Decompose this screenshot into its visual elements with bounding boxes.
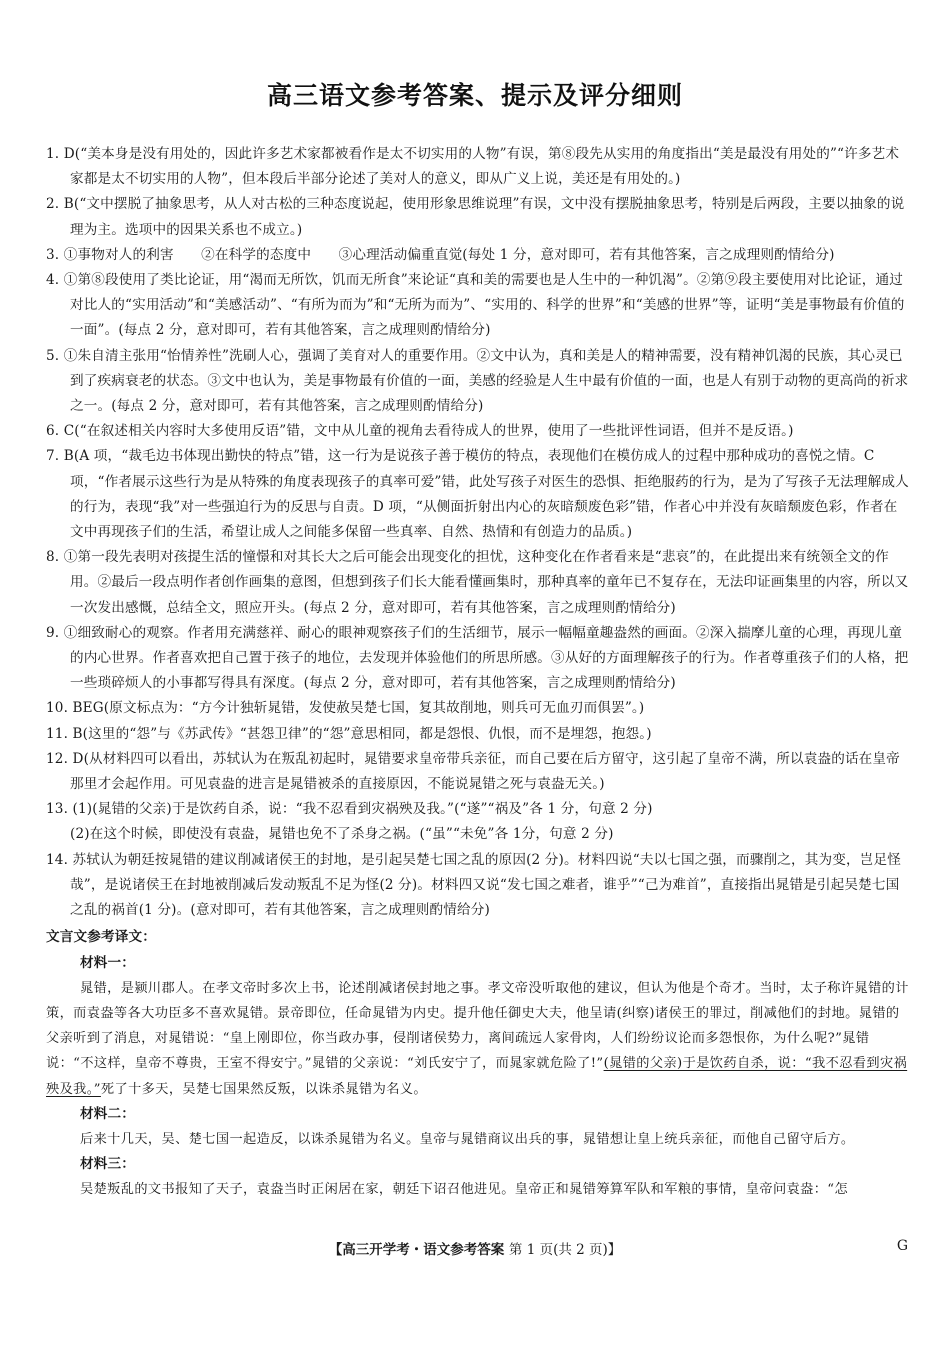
- footer-page-number: 第 1 页(共 2 页)】: [508, 1242, 622, 1258]
- answers-section: [46, 142, 910, 1203]
- answer-14: 14. 苏轼认为朝廷按晁错的建议削减诸侯王的封地，是引起吴楚七国之乱的原因(2 分)。材料四说“夫以七国之强，而骤削之，其为变，岂足怪哉”，是说诸侯王在封地被削减后发动叛乱不足为怪(2 分)。材料四又说“发七国之难者，谁乎”“己为难首”，直接指出晁错是引起吴楚七国之乱的祸首(1 分)。(意对即可，若有其他答案，言之成理则酌情给分): [46, 851, 901, 919]
- page-footer: [0, 1238, 950, 1258]
- footer-label: 【高三开学考・语文参考答案: [328, 1242, 505, 1258]
- material-1-underlined-text: (晁错的父亲)于是饮药自杀，说：“我不忍看到灾祸殃及我。”: [46, 1056, 908, 1097]
- answer-11: 11. B(这里的“怨”与《苏武传》“甚怨卫律”的“怨”意思相同，都是怨恨、仇恨，而不是埋怨，抱怨。): [46, 725, 652, 742]
- page-title: 高三语文参考答案、提示及评分细则: [266, 81, 683, 110]
- translation-heading: 文言文参考译文：: [46, 929, 156, 946]
- material-1-text-a: 晁错，是颍川郡人。在孝文帝时多次上书，论述削减诸侯封地之事。孝文帝没听取他的建议，但认为他是个奇才。当时，太子称许晁错的计策，而袁盎等各大功臣多不喜欢晁错。景帝即位，任命晁错为内史。提升他任御史大夫，他呈请(纠察)诸侯王的罪过，削减他们的封地。晁错的父亲听到了消息，对晁错说：“皇上刚即位，你当政办事，侵削诸侯势力，离间疏远人家骨肉，人们纷纷议论而多怨恨你，为什么呢?”晁错说：“不这样，皇帝不尊贵，王室不得安宁。”晁错的父亲说：“刘氏安宁了，而晁家就危险了!”: [46, 980, 909, 1072]
- answer-12: 12. D(从材料四可以看出，苏轼认为在叛乱初起时，晁错要求皇帝带兵亲征，而自己要在后方留守，这引起了皇帝不满，所以袁盎的话在皇帝那里才会起作用。可见袁盎的进言是晁错被杀的直接原因，不能说晁错之死与袁盎无关。): [46, 750, 900, 793]
- answer-9: 9. ①细致耐心的观察。作者用充满慈祥、耐心的眼神观察孩子们的生活细节，展示一幅幅童趣盎然的画面。②深入揣摩儿童的心理，再现儿童的内心世界。作者喜欢把自己置于孩子的地位，去发现并体验他们的所思所感。③从好的方面理解孩子的行为。作者尊重孩子们的人格，把一些琐碎烦人的小事都写得具有深度。(每点 2 分，意对即可，若有其他答案，言之成理则酌情给分): [46, 624, 909, 692]
- answer-2: 2. B(“文中摆脱了抽象思考，从人对古松的三种态度说起，使用形象思维说理”有误，文中没有摆脱抽象思考，特别是后两段，主要以抽象的说理为主。选项中的因果关系也不成立。): [46, 196, 905, 238]
- answer-13-part-2: (2)在这个时候，即使没有袁盎，晁错也免不了杀身之祸。(“虽”“未免”各 1分，句意 2 分): [70, 826, 614, 843]
- material-1-translation: [46, 976, 910, 1102]
- answer-4: 4. ①第⑧段使用了类比论证，用“渴而无所饮，饥而无所食”来论证“真和美的需要也是人生中的一种饥渴”。②第⑨段主要使用对比论证，通过对比人的“实用活动”和“美感活动”、“有所为而为”和“无所为而为”、“实用的、科学的世界”和“美感的世界”等，证明“美是事物最有价值的一面”。(每点 2 分，意对即可，若有其他答案，言之成理则酌情给分): [46, 272, 905, 339]
- answer-8: 8. ①第一段先表明对孩提生活的憧憬和对其长大之后可能会出现变化的担忧，这种变化在作者看来是“悲哀”的，在此提出来有统领全文的作用。②最后一段点明作者创作画集的意图，但想到孩子们长大能看懂画集时，那种真率的童年已不复存在，无法印证画集里的内容，所以又一次发出感慨，总结全文，照应开头。(每点 2 分，意对即可，若有其他答案，言之成理则酌情给分): [46, 549, 909, 616]
- answer-6: 6. C(“在叙述相关内容时大多使用反语”错，文中从儿童的视角去看待成人的世界，使用了一些批评性词语，但并不是反语。): [46, 423, 794, 440]
- material-3-title: 材料三：: [80, 1156, 135, 1173]
- answer-13-part-1: 13. (1)(晁错的父亲)于是饮药自杀，说：“我不忍看到灾祸殃及我。”(“遂”“祸及”各 1 分，句意 2 分): [46, 801, 653, 818]
- version-code: G: [896, 1238, 908, 1254]
- answer-5: 5. ①朱自清主张用“怡情养性”洗刷人心，强调了美育对人的重要作用。②文中认为，真和美是人的精神需要，没有精神饥渴的民族，其心灵已到了疾病衰老的状态。③文中也认为，美是事物最有价值的一面，美感的经验是人生中最有价值的一面，也是人有别于动物的更高尚的祈求之一。(每点 2 分，意对即可，若有其他答案，言之成理则酌情给分): [46, 347, 909, 415]
- material-1-title: 材料一：: [80, 954, 135, 971]
- material-2-title: 材料二：: [80, 1105, 135, 1122]
- material-3-translation: 吴楚叛乱的文书报知了天子，袁盎当时正闲居在家，朝廷下诏召他进见。皇帝正和晁错筹算军队和军粮的事情，皇帝问袁盎：“怎: [80, 1182, 849, 1198]
- answer-10: 10. BEG(原文标点为：“方今计独斩晁错，发使赦吴楚七国，复其故削地，则兵可无血刃而俱罢”。): [46, 700, 645, 717]
- material-2-translation: 后来十几天，吴、楚七国一起造反，以诛杀晁错为名义。皇帝与晁错商议出兵的事，晁错想让皇上统兵亲征，而他自己留守后方。: [80, 1131, 855, 1147]
- answer-1: 1. D(“美本身是没有用处的，因此许多艺术家都被看作是太不切实用的人物”有误，第⑧段先从实用的角度指出“美是最没有用处的”“许多艺术家都是太不切实用的人物”，但本段后半部分论述了美对人的意义，即从广义上说，美还是有用处的。): [46, 146, 900, 188]
- answer-3: 3. ①事物对人的利害 ②在科学的态度中 ③心理活动偏重直觉(每处 1 分，意对即可，若有其他答案，言之成理则酌情给分): [46, 246, 835, 263]
- answer-7: 7. B(A 项，“裁毛边书体现出勤快的特点”错，这一行为是说孩子善于模仿的特点，表现他们在模仿成人的过程中那种成功的喜悦之情。C 项，“作者展示这些行为是从特殊的角度表现孩子的真率可爱”错，此处写孩子对医生的恐惧、拒绝服药的行为，是为了写孩子无法理解成人的行为，表现“我”对一些强迫行为的反思与自责。D 项，“从侧面折射出内心的灰暗颓废色彩”错，作者心中并没有灰暗颓废色彩，作者在文中再现孩子们的生活，希望让成人之间能多保留一些真率、自然、热情和有创造力的品质。): [46, 448, 909, 541]
- material-1-text-b: 死了十多天，吴楚七国果然反叛，以诛杀晁错为名义。: [100, 1081, 428, 1097]
